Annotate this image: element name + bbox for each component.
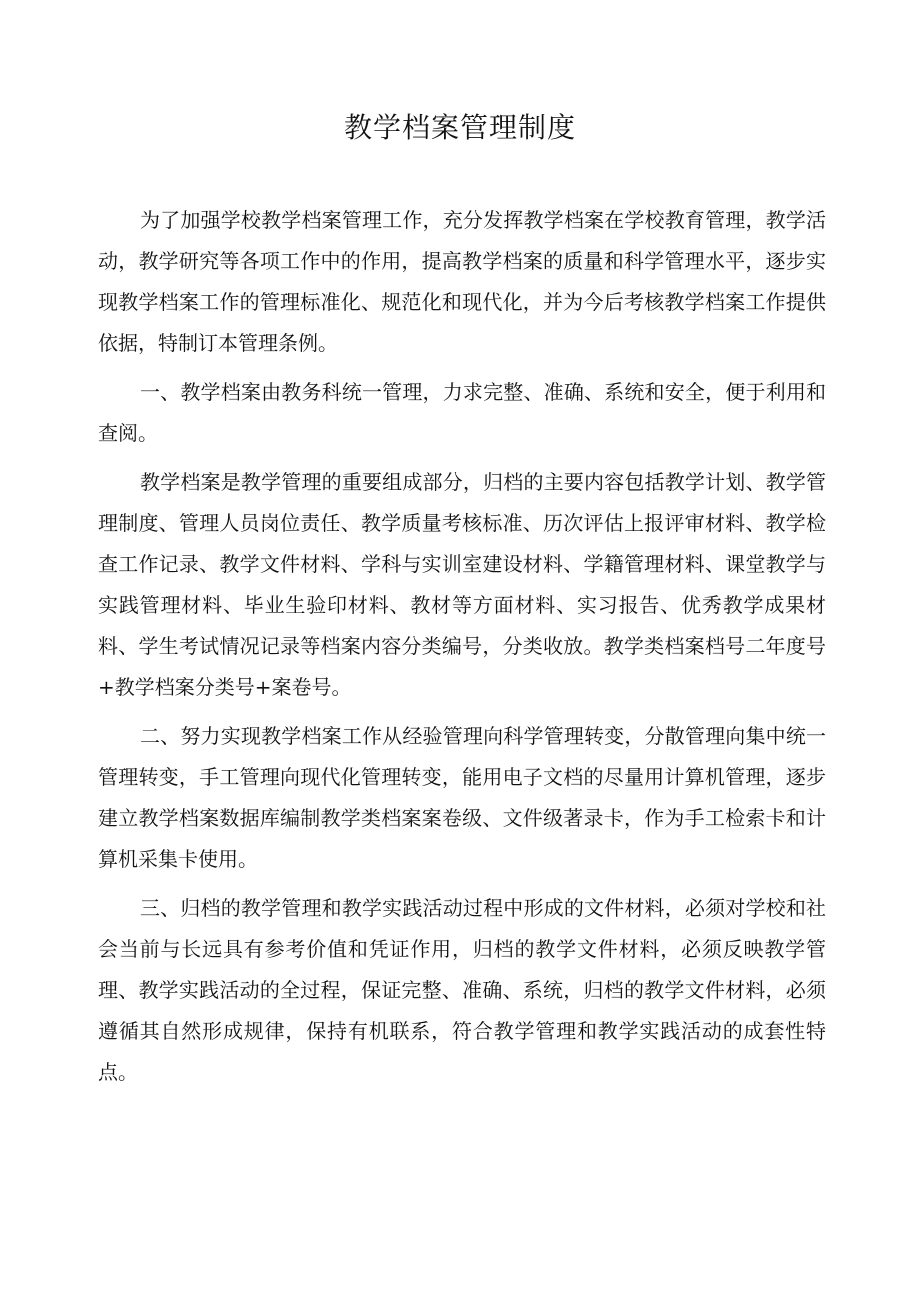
paragraph-intro: 为了加强学校教学档案管理工作，充分发挥教学档案在学校教育管理，教学活动，教学研究等各项工作中的作用，提高教学档案的质量和科学管理水平，逐步实现教学档案工作的管理标准化、规范化和现代化，并为今后考核教学档案工作提供依据，特制订本管理条例。 bbox=[98, 208, 826, 355]
paragraph-item-1: 一、教学档案由教务科统一管理，力求完整、准确、系统和安全，便于利用和查阅。 bbox=[98, 380, 826, 445]
paragraph-item-3: 三、归档的教学管理和教学实践活动过程中形成的文件材料，必须对学校和社会当前与长远具有参考价值和凭证作用，归档的教学文件材料，必须反映教学管理、教学实践活动的全过程，保证完整、准确、系统，归档的教学文件材料，必须遵循其自然形成规律，保持有机联系，符合教学管理和教学实践活动的成套性特点。 bbox=[98, 896, 826, 1084]
document-body bbox=[98, 200, 826, 1101]
paragraph-item-2: 二、努力实现教学档案工作从经验管理向科学管理转变，分散管理向集中统一管理转变，手工管理向现代化管理转变，能用电子文档的尽量用计算机管理，逐步建立教学档案数据库编制教学类档案案卷级、文件级著录卡，作为手工检索卡和计算机采集卡使用。 bbox=[98, 724, 826, 871]
paragraph-archive-content: 教学档案是教学管理的重要组成部分，归档的主要内容包括教学计划、教学管理制度、管理人员岗位责任、教学质量考核标准、历次评估上报评审材料、教学检查工作记录、教学文件材料、学科与实训室建设材料、学籍管理材料、课堂教学与实践管理材料、毕业生验印材料、教材等方面材料、实习报告、优秀教学成果材料、学生考试情况记录等档案内容分类编号，分类收放。教学类档案档号二年度号+教学档案分类号+案卷号。 bbox=[98, 470, 826, 699]
document-title: 教学档案管理制度 bbox=[343, 111, 576, 144]
